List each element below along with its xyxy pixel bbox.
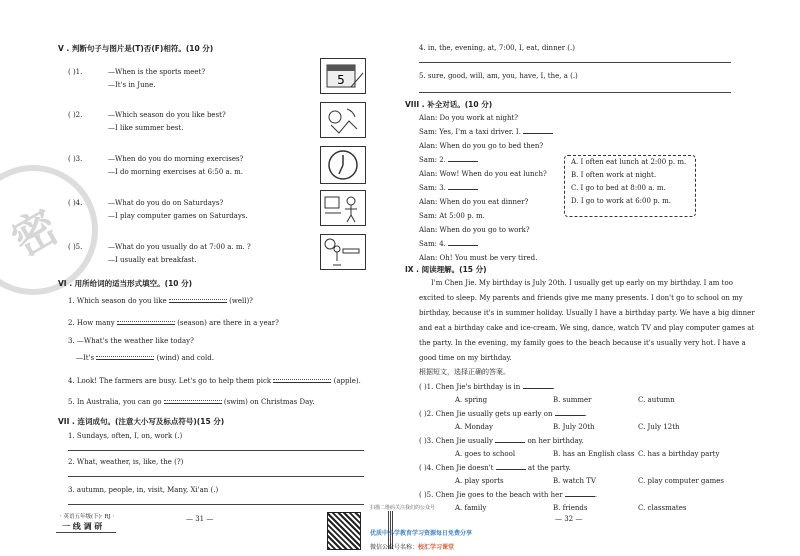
rq2: ( )2. Chen Jie usually gets up early on . [419,410,587,418]
s5-item5-question: —What do you usually do at 7:00 a. m. ? [108,243,251,251]
s5-item4-question: —What do you do on Saturdays? [108,199,224,207]
s5-item3-answer: —I do morning exercises at 6:50 a. m. [108,168,244,176]
s7-item1-answer-line [68,450,364,451]
breakfast-picture [320,234,366,270]
passage-line: I'm Chen Jie. My birthday is July 20th. I usually get up early on my birthday. I am too [431,279,733,287]
rq2-a: A. Monday [455,423,494,431]
passage-line: birthday, because it's in summer holiday. Usually I have a birthday party. We have a big dinner [419,309,755,317]
s7-item4-answer-line [419,62,731,63]
rq1-a: A. spring [455,396,488,404]
right-page [405,0,800,556]
dialog-line: Sam: 3. [419,184,478,193]
s5-item5-num: ( )5. [68,243,83,251]
calendar-picture [320,58,366,94]
s5-item3-question: —When do you do morning exercises? [108,155,244,163]
promo-line: 优质中小学教育学习资源每日免费分享 [370,530,473,537]
option-a: A. I often eat lunch at 2:00 p. m. [571,158,687,166]
passage-line: and eat a birthday cake and ice-cream. We sing, dance, watch TV and play computer games at [419,324,755,332]
s7-item5: 5. sure, good, will, am, you, have, I, the, a (.) [419,72,578,80]
dialog-line: Alan: When do you go to work? [419,226,530,234]
book-title: · 英语五年级(下)· RJ · [60,514,115,520]
rq4-c: C. play computer games [638,477,724,485]
computer-picture [320,190,366,226]
s5-item2-question: —Which season do you like best? [108,111,226,119]
section-5-title: V . 判断句子与图片是(T)否(F)相符。(10 分) [58,44,214,53]
s5-item1-answer: —It's in June. [108,81,156,89]
dialog-line: Alan: When do you go to bed then? [419,142,544,150]
rq1: ( )1. Chen Jie's birthday is in . [419,383,555,391]
s7-item4: 4. in, the, evening, at, 7:00, I, eat, dinner (.) [419,44,575,52]
reading-instruction: 根据短文，选择正确的答案。 [419,368,510,376]
s5-item2-num: ( )2. [68,111,83,119]
section-8-title: VIII . 补全对话。(10 分) [405,100,493,109]
s5-item2-answer: —I like summer best. [108,124,184,132]
page-number-left: — 31 — [186,515,214,523]
rq4: ( )4. Chen Jie doesn't at the party. [419,464,571,472]
qr-caption: 扫描二维码关注我们的公众号 [370,505,436,511]
rq1-b: B. summer [553,396,592,404]
s7-item5-answer-line [419,92,731,93]
rq5-a: A. family [455,504,487,512]
s7-item1: 1. Sundays, often, I, on, work (.) [68,432,183,440]
clock-picture [320,146,366,184]
s6-line5: 5. In Australia, you can go (swim) on Christmas Day. [68,398,315,406]
rq2-c: C. July 12th [638,423,680,431]
rq5-b: B. friends [553,504,588,512]
s7-item2-answer-line [68,476,364,477]
dialog-line: Sam: Yes, I'm a taxi driver. I. [419,128,553,137]
dialog-line: Sam: 2. [419,156,478,165]
watermark-stamp: 密 [0,165,98,295]
section-9-title: IX . 阅读理解。(15 分) [405,265,487,274]
s5-item5-answer: —I usually eat breakfast. [108,256,197,264]
passage-line: excited to sleep. My parents and friends give me many presents. I don't go to school on my [419,294,743,302]
s6-line1: 1. Which season do you like (well)? [68,297,253,305]
options-box [564,155,696,217]
option-c: C. I go to bed at 8:00 a. m. [571,184,666,192]
s5-item1-question: —When is the sports meet? [108,68,206,76]
option-d: D. I go to work at 6:00 p. m. [571,197,671,205]
page-number-right: — 32 — [555,515,583,523]
dialog-line: Alan: When do you eat dinner? [419,198,529,206]
s7-item3-answer-line [68,504,364,505]
s6-line3a: 3. —What's the weather like today? [68,337,194,345]
dialog-line: Sam: 4. [419,240,478,249]
passage-line: the party. In the evening, my family goes to the beach because it's usually very hot. I have a [419,339,746,347]
rq1-c: C. autumn [638,396,675,404]
dialog-line: Alan: Do you work at night? [419,114,519,122]
qr-code [327,512,361,550]
dialog-line: Sam: At 5:00 p. m. [419,212,485,220]
series-name: 一 线 调 研 [62,521,103,531]
s6-line4: 4. Look! The farmers are busy. Let's go to help them pick (apple). [68,377,361,385]
passage-line: good time on my birthday. [419,354,512,362]
s7-item3: 3. autumn, people, in, visit, Many, Xi'an (.) [68,486,219,494]
option-b: B. I often work at night. [571,171,657,179]
dialog-line: Alan: Wow! When do you eat lunch? [419,170,547,178]
rq3-c: C. has a birthday party [638,450,720,458]
s7-item2: 2. What, weather, is, like, the (?) [68,458,184,466]
left-page [0,0,395,556]
season-picture [320,102,366,138]
rq3-a: A. goes to school [455,450,516,458]
section-6-title: VI . 用所给词的适当形式填空。(10 分) [58,279,193,288]
footer-rule [56,532,116,533]
dialog-line: Alan: Oh! You must be very tired. [419,254,538,262]
s6-line3b: —It's (wind) and cold. [76,354,214,362]
s6-line2: 2. How many (season) are there in a year? [68,319,279,327]
section-7-title: VII . 连词成句。(注意大小写及标点符号)(15 分) [58,417,225,426]
s5-item1-num: ( )1. [68,68,83,76]
svg-text:5: 5 [337,73,345,87]
s5-item4-answer: —I play computer games on Saturdays. [108,212,248,220]
s5-item4-num: ( )4. [68,199,83,207]
rq2-b: B. July 20th [553,423,595,431]
rq4-a: A. play sports [455,477,504,485]
s5-item3-num: ( )3. [68,155,83,163]
rq3: ( )3. Chen Jie usually on her birthday. [419,437,584,445]
rq4-b: B. watch TV [553,477,596,485]
rq5: ( )5. Chen Jie goes to the beach with her . [419,491,598,499]
rq5-c: C. classmates [638,504,687,512]
rq3-b: B. has an English class [553,450,635,458]
wechat-line: 微信公众号名称：校汇学习课堂 [370,544,455,551]
